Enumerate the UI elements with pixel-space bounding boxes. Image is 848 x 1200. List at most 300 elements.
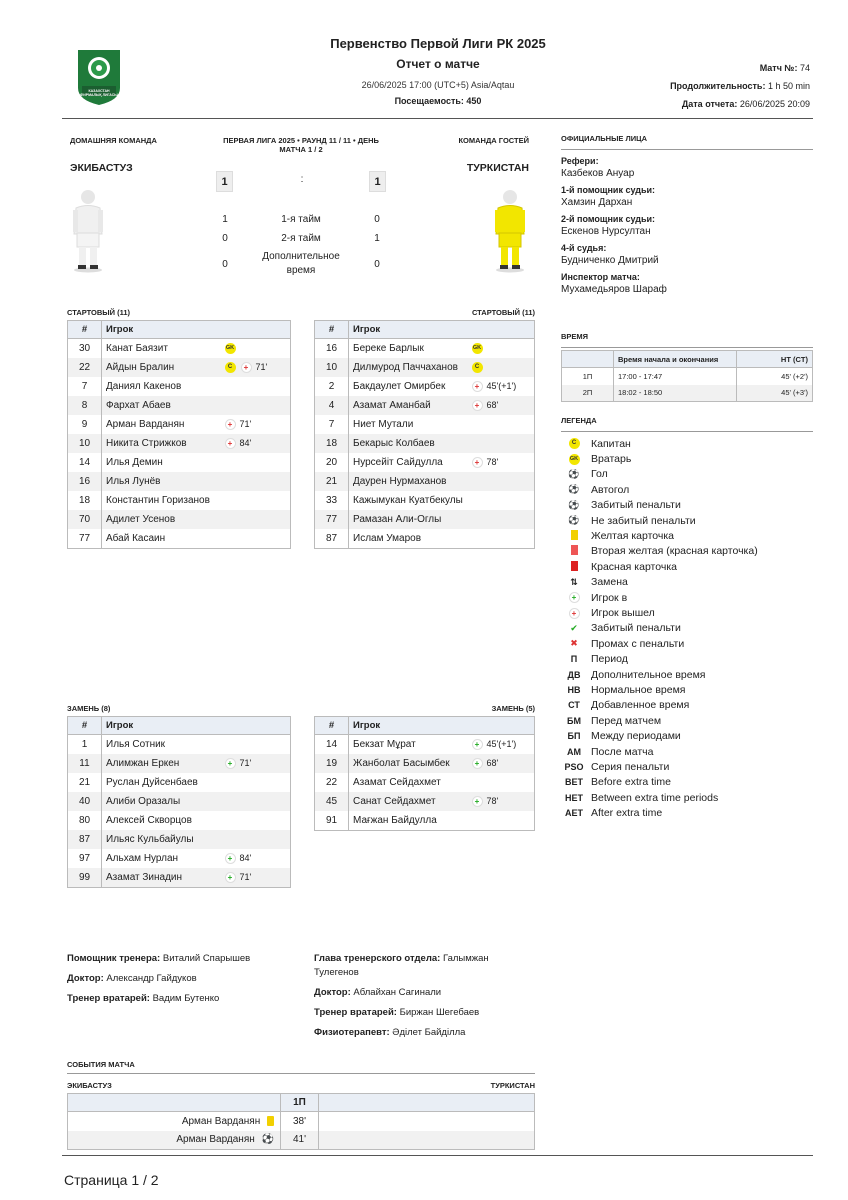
player-events bbox=[220, 811, 291, 830]
home-kit-icon bbox=[70, 188, 106, 277]
player-name: Руслан Дуйсенбаев bbox=[106, 777, 198, 788]
player-name: Дилмурод Паччаханов bbox=[349, 358, 467, 377]
legend-text: Вратарь bbox=[591, 453, 632, 466]
away-team-label: КОМАНДА ГОСТЕЙ bbox=[458, 136, 529, 145]
away-subs-label: ЗАМЕНЬ (5) bbox=[491, 704, 535, 713]
goal-icon: ⚽ bbox=[261, 1134, 274, 1146]
col-number: # bbox=[68, 717, 102, 735]
player-name: Жанболат Басымбек bbox=[349, 754, 467, 773]
player-events bbox=[467, 510, 535, 529]
legend-item bbox=[561, 651, 813, 666]
events-table bbox=[67, 1093, 535, 1150]
player-name: Кажымукан Куатбекулы bbox=[353, 495, 463, 506]
legend-abbr: ДВ bbox=[567, 669, 581, 680]
away-team-name: ТУРКИСТАН bbox=[466, 162, 529, 174]
staff-member: Помощник тренера: Виталий Спарышев bbox=[67, 953, 251, 964]
home-staff bbox=[67, 952, 291, 1012]
own-goal-icon: ⚽ bbox=[568, 484, 580, 495]
legend-text: Before extra time bbox=[591, 776, 671, 789]
table-row bbox=[68, 792, 291, 811]
legend-item bbox=[561, 682, 813, 697]
player-name: Алексей Скворцов bbox=[106, 815, 192, 826]
events-home-team: ЭКИБАСТУЗ bbox=[67, 1081, 112, 1090]
player-name: Алиби Оразалы bbox=[102, 792, 220, 811]
goalkeeper-icon: GK bbox=[472, 343, 483, 354]
player-number: 21 bbox=[315, 472, 349, 491]
legend-text: Забитый пенальти bbox=[591, 499, 681, 512]
event-minute: 38' bbox=[281, 1112, 319, 1131]
player-name: Азамат Зинадин bbox=[102, 868, 220, 888]
player-number: 87 bbox=[68, 830, 102, 849]
official-role: 1-й помощник судьи: bbox=[561, 185, 656, 195]
player-number: 40 bbox=[68, 792, 102, 811]
player-number: 77 bbox=[68, 529, 102, 549]
player-name: Адилет Усенов bbox=[102, 510, 220, 529]
event-minute: 41' bbox=[281, 1131, 319, 1150]
officials-label: ОФИЦИАЛЬНЫЕ ЛИЦА bbox=[561, 134, 648, 143]
page-number: Страница 1 / 2 bbox=[64, 1172, 159, 1188]
player-name: Константин Горизанов bbox=[106, 495, 210, 506]
table-row: 2П 18:02 - 18:50 45' (+3') bbox=[562, 385, 813, 402]
table-row bbox=[68, 510, 291, 529]
away-kit-icon bbox=[492, 188, 528, 277]
player-number: 16 bbox=[68, 472, 102, 491]
legend-text: Серия пенальти bbox=[591, 760, 670, 773]
table-row bbox=[315, 510, 535, 529]
legend-item bbox=[561, 775, 813, 790]
table-row bbox=[315, 434, 535, 453]
legend-abbr: АМ bbox=[567, 746, 581, 757]
table-row bbox=[315, 529, 535, 549]
legend-item bbox=[561, 713, 813, 728]
sub-minute: 71' bbox=[239, 419, 252, 429]
player-name: Азамат Аманбай bbox=[349, 396, 467, 415]
sub-minute: 71' bbox=[239, 872, 252, 882]
check-icon: ✔ bbox=[570, 622, 578, 633]
table-row bbox=[68, 735, 291, 755]
col-player: Игрок bbox=[349, 321, 535, 339]
legend-item bbox=[561, 667, 813, 682]
captain-icon: C bbox=[472, 362, 483, 373]
legend-text: После матча bbox=[591, 745, 654, 758]
penalty-missed-icon: ⚽ bbox=[568, 515, 580, 526]
legend-text: Игрок вышел bbox=[591, 606, 655, 619]
score-separator: : bbox=[300, 174, 304, 185]
legend-text: Гол bbox=[591, 468, 608, 481]
penalty-scored-icon: ⚽ bbox=[568, 499, 580, 510]
event-player: Арман Варданян bbox=[181, 1115, 261, 1127]
yellow-card-icon bbox=[561, 530, 587, 542]
legend-text: Добавленное время bbox=[591, 699, 690, 712]
match-number: Матч №: 74 bbox=[759, 63, 810, 73]
legend-text: Не забитый пенальти bbox=[591, 514, 696, 527]
legend-abbr: НВ bbox=[567, 684, 581, 695]
player-name: Бекарыс Колбаев bbox=[349, 434, 467, 453]
period-row: 0 Дополнительное время 0 bbox=[222, 251, 380, 276]
time-section bbox=[561, 332, 813, 402]
col-number: # bbox=[68, 321, 102, 339]
player-events bbox=[467, 396, 535, 415]
player-events bbox=[220, 472, 291, 491]
legend-abbr: HET bbox=[565, 792, 583, 803]
player-events bbox=[220, 510, 291, 529]
player-number: 11 bbox=[68, 754, 102, 773]
player-number: 7 bbox=[315, 415, 349, 434]
official-role: 2-й помощник судьи: bbox=[561, 214, 656, 224]
player-name: Береке Барлык bbox=[353, 343, 424, 354]
away-staff bbox=[314, 952, 535, 1046]
player-number: 8 bbox=[68, 396, 102, 415]
player-name: Айдын Бралин bbox=[102, 358, 220, 377]
legend-item bbox=[561, 605, 813, 620]
player-number: 7 bbox=[68, 377, 102, 396]
staff-member: Тренер вратарей: Биржан Шегебаев bbox=[314, 1007, 480, 1018]
goalkeeper-icon: GK bbox=[561, 454, 587, 465]
player-events bbox=[220, 358, 291, 377]
goal-icon: ⚽ bbox=[568, 468, 580, 479]
legend-item bbox=[561, 728, 813, 743]
table-row bbox=[68, 1131, 535, 1150]
legend-item bbox=[561, 744, 813, 759]
staff-member: Тренер вратарей: Вадим Бутенко bbox=[67, 993, 220, 1004]
legend-text: Замена bbox=[591, 576, 628, 589]
second-yellow-icon bbox=[561, 545, 587, 557]
legend-item bbox=[561, 436, 813, 451]
table-row bbox=[315, 754, 535, 773]
player-name: Ислам Умаров bbox=[353, 533, 422, 544]
legend-text: Дополнительное время bbox=[591, 668, 706, 681]
player-number: 18 bbox=[68, 491, 102, 510]
player-number: 14 bbox=[68, 453, 102, 472]
player-number: 21 bbox=[68, 773, 102, 792]
legend-item bbox=[561, 467, 813, 482]
legend-item bbox=[561, 590, 813, 605]
event-player: Арман Варданян bbox=[176, 1134, 255, 1146]
legend-abbr: AET bbox=[565, 808, 583, 819]
player-number: 30 bbox=[68, 339, 102, 359]
player-number: 20 bbox=[315, 453, 349, 472]
player-name: Бекзат Мұрат bbox=[353, 739, 416, 750]
yellow-card-icon bbox=[267, 1116, 274, 1126]
player-events bbox=[220, 735, 291, 755]
player-name: Альхам Нурлан bbox=[106, 853, 179, 864]
player-number: 80 bbox=[68, 811, 102, 830]
player-events bbox=[220, 453, 291, 472]
table-row bbox=[68, 396, 291, 415]
events-period: 1П bbox=[281, 1094, 319, 1112]
table-row bbox=[68, 415, 291, 434]
attendance: Посещаемость: 450 bbox=[394, 96, 482, 106]
home-team-name: ЭКИБАСТУЗ bbox=[70, 162, 133, 174]
home-starting-table bbox=[67, 320, 291, 549]
player-name: Ниет Мутали bbox=[353, 419, 414, 430]
player-name: Никита Стрижков bbox=[102, 434, 220, 453]
player-events bbox=[220, 529, 291, 549]
legend-abbr: П bbox=[570, 654, 578, 665]
player-name: Даурен Нурмаханов bbox=[349, 472, 467, 491]
footer-divider bbox=[62, 1155, 813, 1156]
table-row bbox=[68, 754, 291, 773]
player-events bbox=[467, 453, 535, 472]
logo-text: КАЗАХСТАН ФИРМАЛЫҚ ЛИГАСЫ bbox=[80, 89, 118, 97]
legend-section bbox=[561, 416, 813, 821]
player-out-icon: + bbox=[241, 362, 252, 373]
table-row bbox=[68, 339, 291, 359]
table-row bbox=[315, 339, 535, 359]
player-number: 87 bbox=[315, 529, 349, 549]
player-number: 18 bbox=[315, 434, 349, 453]
player-number: 45 bbox=[315, 792, 349, 811]
player-name: Илья Демин bbox=[106, 457, 163, 468]
report-date: Дата отчета: 26/06/2025 20:09 bbox=[681, 99, 810, 109]
player-events bbox=[220, 377, 291, 396]
player-out-icon: + bbox=[472, 400, 483, 411]
table-row bbox=[315, 472, 535, 491]
legend-text: Забитый пенальти bbox=[591, 622, 681, 635]
away-subs-table bbox=[314, 716, 535, 831]
round-info: ПЕРВАЯ ЛИГА 2025 • РАУНД 11 / 11 • ДЕНЬ МАТЧА 1 / 2 bbox=[223, 136, 379, 154]
player-events bbox=[467, 773, 535, 792]
sub-minute: 78' bbox=[486, 796, 499, 806]
legend-text: Между периодами bbox=[591, 730, 681, 743]
events-label: СОБЫТИЯ МАТЧА bbox=[67, 1060, 135, 1069]
league-logo bbox=[74, 48, 124, 106]
sub-minute: 68' bbox=[486, 400, 499, 410]
table-row bbox=[315, 491, 535, 510]
legend-abbr: PSO bbox=[564, 761, 584, 772]
player-number: 1 bbox=[68, 735, 102, 755]
player-number: 19 bbox=[315, 754, 349, 773]
home-score: 1 bbox=[216, 171, 233, 192]
player-number: 10 bbox=[315, 358, 349, 377]
time-col-start-end: Время начала и окончания bbox=[614, 351, 737, 368]
table-row bbox=[68, 377, 291, 396]
player-out-icon: + bbox=[472, 457, 483, 468]
player-events bbox=[220, 773, 291, 792]
player-events bbox=[220, 849, 291, 868]
legend-item bbox=[561, 482, 813, 497]
away-starting-table bbox=[314, 320, 535, 549]
official-name: Будниченко Дмитрий bbox=[561, 255, 659, 266]
home-team-label: ДОМАШНЯЯ КОМАНДА bbox=[70, 136, 157, 145]
period-scores bbox=[216, 210, 386, 280]
player-events bbox=[467, 472, 535, 491]
col-player: Игрок bbox=[349, 717, 535, 735]
player-number: 91 bbox=[315, 811, 349, 831]
official-role: Инспектор матча: bbox=[561, 272, 640, 282]
red-card-icon bbox=[561, 561, 587, 573]
staff-member: Физиотерапевт: Әділет Байділла bbox=[314, 1027, 466, 1038]
player-events bbox=[467, 811, 535, 831]
legend-item bbox=[561, 513, 813, 528]
time-label: ВРЕМЯ bbox=[561, 332, 589, 341]
player-number: 2 bbox=[315, 377, 349, 396]
legend-text: Нормальное время bbox=[591, 683, 686, 696]
table-row bbox=[315, 792, 535, 811]
legend-text: Период bbox=[591, 653, 628, 666]
goalkeeper-icon: GK bbox=[225, 343, 236, 354]
player-name: Мағжан Байдулла bbox=[353, 815, 437, 826]
legend-text: Between extra time periods bbox=[591, 791, 719, 804]
player-events bbox=[220, 415, 291, 434]
official-name: Хамзин Дархан bbox=[561, 197, 633, 208]
col-player: Игрок bbox=[102, 321, 291, 339]
time-col-ht: HT (CT) bbox=[737, 351, 813, 368]
official-name: Ескенов Нурсултан bbox=[561, 226, 651, 237]
sub-minute: 78' bbox=[486, 457, 499, 467]
legend-item bbox=[561, 698, 813, 713]
period-row: 1 1-я тайм 0 bbox=[222, 214, 380, 225]
player-events bbox=[467, 792, 535, 811]
table-row bbox=[68, 453, 291, 472]
home-subs-table bbox=[67, 716, 291, 888]
table-row bbox=[68, 811, 291, 830]
col-number: # bbox=[315, 717, 349, 735]
substitution-icon: ⇅ bbox=[570, 576, 578, 587]
player-number: 77 bbox=[315, 510, 349, 529]
table-row bbox=[315, 453, 535, 472]
player-in-icon: + bbox=[472, 739, 483, 750]
away-score: 1 bbox=[369, 171, 386, 192]
sub-minute: 68' bbox=[486, 758, 499, 768]
player-out-icon: + bbox=[472, 381, 483, 392]
report-title: Первенство Первой Лиги РК 2025 bbox=[330, 36, 546, 51]
player-out-icon: + bbox=[561, 607, 587, 618]
table-row bbox=[68, 529, 291, 549]
legend-item bbox=[561, 559, 813, 574]
sub-minute: 71' bbox=[239, 758, 252, 768]
table-row bbox=[315, 358, 535, 377]
official-name: Мухамедьяров Шараф bbox=[561, 284, 667, 295]
staff-member: Доктор: Александр Гайдуков bbox=[67, 973, 197, 984]
official-role: Рефери: bbox=[561, 156, 599, 166]
player-events bbox=[220, 396, 291, 415]
official-name: Казбеков Ануар bbox=[561, 168, 635, 179]
legend-abbr: БМ bbox=[567, 715, 581, 726]
table-row bbox=[68, 1112, 535, 1131]
table-row bbox=[315, 377, 535, 396]
legend-item bbox=[561, 544, 813, 559]
legend-item bbox=[561, 759, 813, 774]
match-datetime: 26/06/2025 17:00 (UTC+5) Asia/Aqtau bbox=[361, 80, 515, 90]
legend-abbr: БП bbox=[567, 731, 581, 742]
player-events bbox=[220, 792, 291, 811]
player-number: 70 bbox=[68, 510, 102, 529]
table-row bbox=[315, 735, 535, 755]
player-events bbox=[220, 830, 291, 849]
player-number: 22 bbox=[315, 773, 349, 792]
legend-item bbox=[561, 498, 813, 513]
player-name: Алимжан Еркен bbox=[102, 754, 220, 773]
legend-text: Капитан bbox=[591, 437, 631, 450]
player-events bbox=[220, 868, 291, 888]
sub-minute: 84' bbox=[239, 853, 252, 863]
player-number: 99 bbox=[68, 868, 102, 888]
officials-section bbox=[561, 134, 813, 295]
match-duration: Продолжительность: 1 h 50 min bbox=[670, 81, 810, 91]
col-number: # bbox=[315, 321, 349, 339]
table-row bbox=[68, 491, 291, 510]
player-events bbox=[220, 754, 291, 773]
player-number: 97 bbox=[68, 849, 102, 868]
player-number: 22 bbox=[68, 358, 102, 377]
table-row bbox=[68, 773, 291, 792]
legend-item bbox=[561, 636, 813, 651]
sub-minute: 84' bbox=[239, 438, 252, 448]
legend-text: Желтая карточка bbox=[591, 530, 675, 543]
player-name: Абай Касаин bbox=[106, 533, 166, 544]
captain-icon: C bbox=[561, 438, 587, 449]
player-name: Нурсейiт Сайдулла bbox=[353, 457, 443, 468]
away-starting-label: СТАРТОВЫЙ (11) bbox=[471, 308, 535, 317]
legend-item bbox=[561, 805, 813, 820]
player-number: 4 bbox=[315, 396, 349, 415]
table-row bbox=[68, 849, 291, 868]
player-number: 14 bbox=[315, 735, 349, 755]
player-events bbox=[220, 339, 291, 359]
staff-member: Глава тренерского отдела: Галымжан Тулегенов bbox=[314, 953, 489, 978]
player-name: Арман Варданян bbox=[106, 419, 185, 430]
player-name: Канат Баязит bbox=[106, 343, 168, 354]
report-subtitle: Отчет о матче bbox=[396, 57, 480, 71]
header-divider bbox=[62, 118, 813, 119]
player-name: Бакдаулет Омирбек bbox=[353, 381, 446, 392]
table-row: 1П 17:00 - 17:47 45' (+2') bbox=[562, 368, 813, 385]
player-number: 33 bbox=[315, 491, 349, 510]
player-events bbox=[467, 754, 535, 773]
period-row: 0 2-я тайм 1 bbox=[222, 233, 380, 244]
events-divider bbox=[67, 1073, 535, 1074]
home-subs-label: ЗАМЕНЬ (8) bbox=[67, 704, 111, 713]
player-name: Илья Сотник bbox=[106, 739, 166, 750]
table-row bbox=[68, 358, 291, 377]
official-role: 4-й судья: bbox=[561, 243, 607, 253]
legend-label: ЛЕГЕНДА bbox=[561, 416, 597, 425]
player-events bbox=[467, 529, 535, 549]
legend-text: Игрок в bbox=[591, 591, 628, 604]
table-row bbox=[68, 472, 291, 491]
legend-text: Промах с пенальти bbox=[591, 637, 685, 650]
legend-item bbox=[561, 575, 813, 590]
captain-icon: C bbox=[225, 362, 236, 373]
player-in-icon: + bbox=[225, 853, 236, 864]
player-events bbox=[467, 735, 535, 755]
table-row bbox=[68, 830, 291, 849]
staff-member: Доктор: Аблайхан Сагинали bbox=[314, 987, 442, 998]
legend-text: After extra time bbox=[591, 807, 663, 820]
legend-text: Красная карточка bbox=[591, 560, 677, 573]
player-name: Ильяс Кульбайулы bbox=[102, 830, 220, 849]
player-in-icon: + bbox=[225, 872, 236, 883]
player-events bbox=[467, 434, 535, 453]
table-row bbox=[315, 773, 535, 792]
player-name: Рамазан Али-Оглы bbox=[349, 510, 467, 529]
table-row bbox=[315, 811, 535, 831]
player-events bbox=[467, 377, 535, 396]
player-number: 10 bbox=[68, 434, 102, 453]
legend-text: Перед матчем bbox=[591, 714, 662, 727]
player-out-icon: + bbox=[225, 419, 236, 430]
legend-item bbox=[561, 451, 813, 466]
player-name: Санат Сейдахмет bbox=[349, 792, 467, 811]
legend-abbr: BET bbox=[565, 777, 583, 788]
cross-icon: ✖ bbox=[570, 638, 578, 649]
legend-text: Автогол bbox=[591, 483, 630, 496]
player-in-icon: + bbox=[225, 758, 236, 769]
legend-abbr: СТ bbox=[568, 700, 580, 711]
player-events bbox=[467, 415, 535, 434]
table-row bbox=[68, 434, 291, 453]
